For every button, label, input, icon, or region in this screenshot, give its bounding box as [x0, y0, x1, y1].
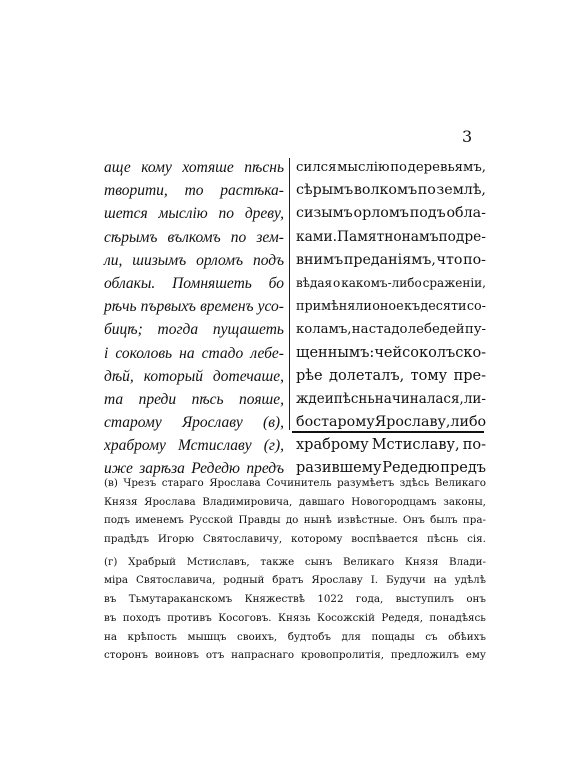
left-line: облакы. Помняшеть бо: [104, 274, 284, 292]
left-line: ли, шизымъ орломъ подъ: [104, 251, 284, 269]
right-line: ками. Памятно намъ по дре-: [296, 228, 486, 245]
left-line: храброму Мстиславу (г),: [104, 437, 284, 455]
right-line: сѣрымъ волкомъ по землѣ,: [296, 182, 486, 199]
right-line: примѣняли оное къ десяти со-: [296, 299, 486, 315]
footnote-line: въ Тьмутараканскомъ Княжествѣ 1022 года, выступилъ онъ: [104, 593, 486, 606]
footnote-line: сторонъ воиновъ отъ напраснаго кровопролитія, предложилъ ему: [104, 649, 486, 662]
left-line: бицѣ; тогда пущашеть: [104, 321, 284, 339]
footnote-g: [104, 553, 486, 665]
left-line: иже зарѣза Редедю предъ: [104, 460, 284, 478]
right-line: храброму Мстиславу, по-: [296, 437, 486, 454]
right-line: щеннымъ: чей соколъ ско-: [296, 344, 487, 361]
left-line: аще кому хотяше пѣснь: [104, 159, 284, 176]
right-line: внимъ преданіямъ, что по-: [296, 251, 486, 268]
right-line: бо старому Ярославу, либо: [296, 414, 487, 431]
footnote-line: подъ именемъ Русской Правды до нынѣ извѣстные. Онъ былъ пра-: [104, 514, 486, 527]
footnote-line: міра Святославича, родный братъ Ярославу I. Будучи на удѣлѣ: [104, 574, 486, 587]
right-line: разившему Редедю предъ: [296, 460, 486, 477]
left-line: дѣй, который дотечаше,: [104, 367, 284, 385]
right-line: рѣе долеталъ, тому пре-: [296, 367, 486, 384]
right-line: сизымъ орломъ подъ обла-: [296, 205, 486, 222]
left-line: шется мыслію по древу,: [104, 205, 284, 223]
page-number: 3: [462, 127, 473, 146]
left-line: старому Ярославу (в),: [104, 414, 284, 432]
footnote-v: [104, 474, 486, 549]
right-line: вѣдая о какомъ-либо сраженіи,: [296, 275, 486, 290]
footnote-line: прадѣдъ Игорю Святославичу, которому воспѣвается пѣснь сія.: [104, 533, 486, 546]
left-line: творити, то растѣка-: [104, 182, 284, 200]
footnotes: [104, 474, 486, 665]
left-column-old-russian-text: [104, 156, 284, 481]
footnote-line: (г) Храбрый Мстиславъ, также сынъ Великаго Князя Влади-: [104, 555, 486, 568]
column-end-rule: [292, 431, 484, 433]
right-line: жде и пѣснь начиналася, ли-: [296, 390, 486, 407]
footnote-line: въ походъ противъ Косоговъ. Князь Косожскій Редедя, понадѣясь: [104, 611, 486, 624]
left-line: та преди пѣсь пояше,: [104, 390, 284, 408]
left-line: сѣрымъ вълкомъ по зем-: [104, 228, 284, 246]
footnote-line: на крѣпость мышцъ своихъ, будтобъ для пощады съ обѣихъ: [104, 630, 486, 643]
footnote-line: (в) Чрезъ стараго Ярослава Сочинитель разумѣетъ здѣсь Великаго: [104, 477, 486, 489]
footnote-line: Князя Ярослава Владимировича, давшаго Новогородцамъ законы,: [104, 495, 486, 508]
right-line: коламъ, на стадо лебедей пу-: [296, 322, 486, 338]
left-line: рѣчь първыхъ временъ усо-: [104, 298, 284, 316]
right-line: сился мыслію по деревьямъ,: [296, 160, 486, 175]
left-line: і соколовь на стадо лебе-: [104, 344, 284, 362]
column-divider: [289, 158, 290, 430]
